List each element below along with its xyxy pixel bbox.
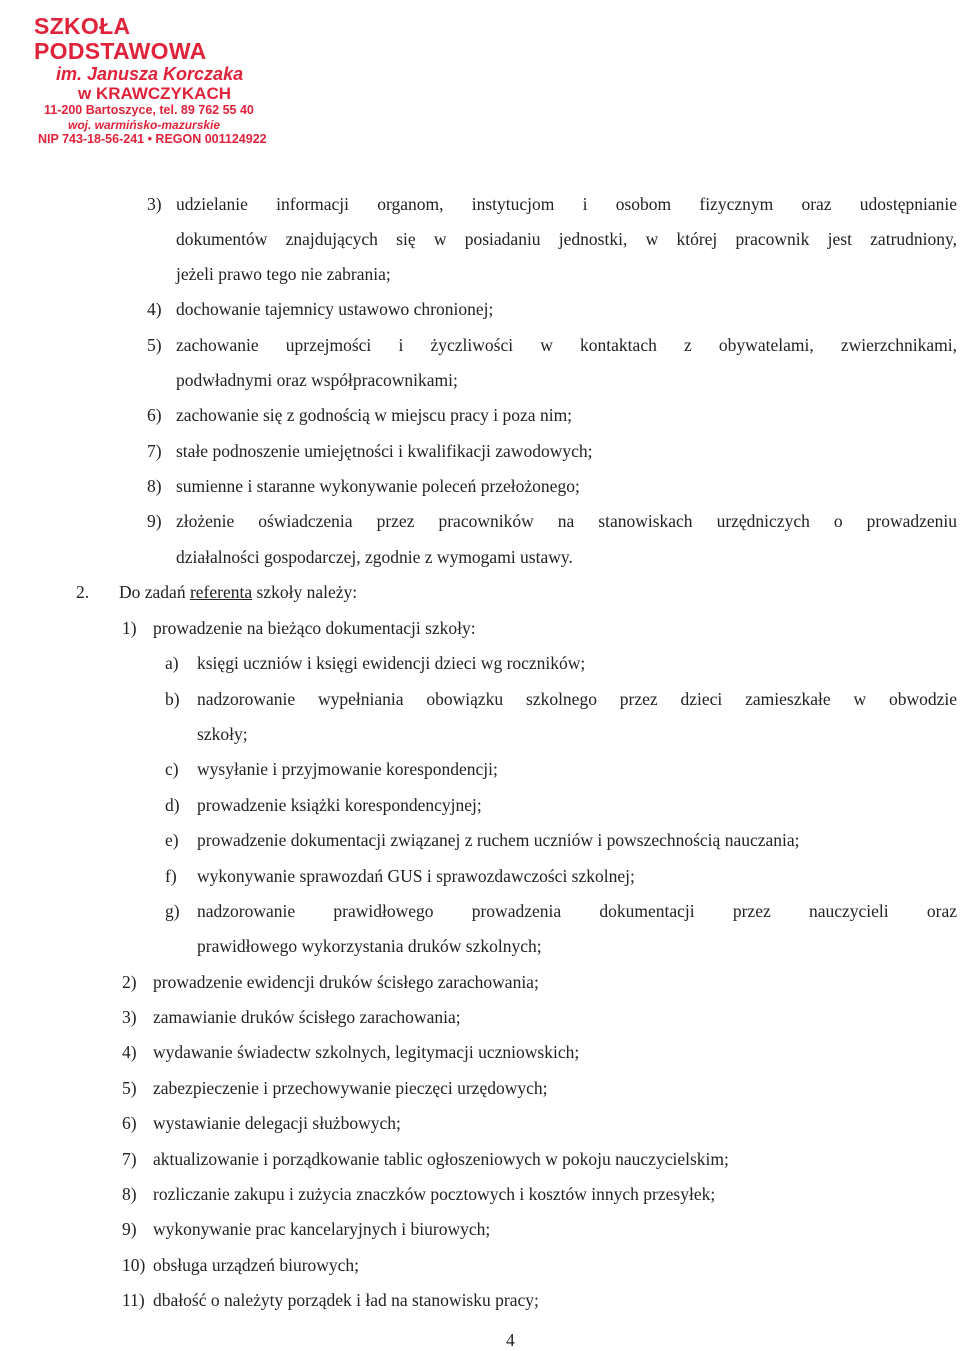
list-item-text: podwładnymi oraz współpracownikami; bbox=[176, 370, 458, 390]
list-item-number: 3) bbox=[122, 1007, 137, 1027]
list-item-number: 6) bbox=[147, 405, 162, 425]
list-item-number: 10) bbox=[122, 1255, 146, 1275]
stamp-line-5: woj. warmińsko-mazurskie bbox=[68, 118, 221, 132]
sub-item-text: prowadzenie książki korespondencyjnej; bbox=[197, 795, 482, 815]
list-item-number: 7) bbox=[122, 1149, 137, 1169]
sub-item-letter: d) bbox=[165, 795, 180, 815]
list-item-number: 3) bbox=[147, 194, 162, 214]
list-item-number: 6) bbox=[122, 1113, 137, 1133]
sub-item-letter: e) bbox=[165, 830, 179, 850]
list-item-text: dbałość o należyty porządek i ład na stanowisku pracy; bbox=[153, 1290, 539, 1310]
sub-item-text: nadzorowanie prawidłowego prowadzenia dokumentacji przez nauczycieli oraz bbox=[197, 901, 957, 921]
list-item-text: aktualizowanie i porządkowanie tablic ogłoszeniowych w pokoju nauczycielskim; bbox=[153, 1149, 729, 1169]
list-item-number: 8) bbox=[122, 1184, 137, 1204]
sub-item-text: wykonywanie sprawozdań GUS i sprawozdawczości szkolnej; bbox=[197, 866, 635, 886]
sub-item-letter: a) bbox=[165, 653, 179, 673]
list-item-text: rozliczanie zakupu i zużycia znaczków pocztowych i kosztów innych przesyłek; bbox=[153, 1184, 716, 1204]
stamp-line-6: NIP 743-18-56-241 • REGON 001124922 bbox=[38, 132, 267, 146]
list-item-number: 5) bbox=[122, 1078, 137, 1098]
sub-item-letter: c) bbox=[165, 759, 179, 779]
list-item-text: zamawianie druków ścisłego zarachowania; bbox=[153, 1007, 461, 1027]
list-item-text: dokumentów znajdujących się w posiadaniu jednostki, w której pracownik jest zatrudniony, bbox=[176, 229, 957, 249]
sub-item-text: nadzorowanie wypełniania obowiązku szkolnego przez dzieci zamieszkałe w obwodzie bbox=[197, 689, 957, 709]
stamp-line-2: im. Janusza Korczaka bbox=[56, 64, 244, 84]
list-item-number: 8) bbox=[147, 476, 162, 496]
list-item-text: jeżeli prawo tego nie zabrania; bbox=[176, 264, 391, 284]
list-item-number: 9) bbox=[122, 1219, 137, 1239]
sub-item-text: prawidłowego wykorzystania druków szkolnych; bbox=[197, 936, 542, 956]
stamp-line-1: SZKOŁA PODSTAWOWA bbox=[34, 13, 207, 64]
sub-item-letter: g) bbox=[165, 901, 180, 921]
list-item-number: 7) bbox=[147, 441, 162, 461]
stamp-line-4: 11-200 Bartoszyce, tel. 89 762 55 40 bbox=[44, 103, 254, 117]
list-item-text: wystawianie delegacji służbowych; bbox=[153, 1113, 401, 1133]
list-item-text: prowadzenie na bieżąco dokumentacji szkoły: bbox=[153, 618, 476, 638]
list-item-number: 9) bbox=[147, 511, 162, 531]
list-item-text: dochowanie tajemnicy ustawowo chronionej; bbox=[176, 299, 494, 319]
section-heading-underlined: referenta bbox=[189, 582, 253, 602]
list-item-number: 5) bbox=[147, 335, 162, 355]
list-item-number: 4) bbox=[147, 299, 162, 319]
sub-item-text: szkoły; bbox=[197, 724, 248, 744]
section-number: 2. bbox=[76, 582, 90, 602]
list-item-text: zachowanie się z godnością w miejscu pracy i poza nim; bbox=[176, 405, 573, 425]
list-item-text: wykonywanie prac kancelaryjnych i biurowych; bbox=[153, 1219, 491, 1239]
list-item-text: zabezpieczenie i przechowywanie pieczęci urzędowych; bbox=[153, 1078, 548, 1098]
list-item-text: udzielanie informacji organom, instytucjom i osobom fizycznym oraz udostępnianie bbox=[176, 194, 957, 214]
sub-item-text: księgi uczniów i księgi ewidencji dzieci wg roczników; bbox=[197, 653, 586, 673]
list-item-number: 2) bbox=[122, 972, 137, 992]
list-item-text: wydawanie świadectw szkolnych, legitymacji uczniowskich; bbox=[153, 1042, 580, 1062]
section-heading bbox=[119, 581, 357, 603]
list-item-number: 1) bbox=[122, 618, 137, 638]
list-item-text: złożenie oświadczenia przez pracowników na stanowiskach urzędniczych o prowadzeniu bbox=[176, 511, 957, 531]
sub-item-text: wysyłanie i przyjmowanie korespondencji; bbox=[197, 759, 498, 779]
list-item-text: obsługa urządzeń biurowych; bbox=[153, 1255, 360, 1275]
sub-item-letter: b) bbox=[165, 689, 180, 709]
stamp-line-3: w KRAWCZYKACH bbox=[78, 84, 231, 103]
page-number: 4 bbox=[506, 1330, 515, 1350]
list-item-number: 11) bbox=[122, 1290, 145, 1310]
sub-item-text: prowadzenie dokumentacji związanej z ruchem uczniów i powszechnością nauczania; bbox=[197, 830, 800, 850]
list-item-text: stałe podnoszenie umiejętności i kwalifikacji zawodowych; bbox=[176, 441, 593, 461]
school-stamp bbox=[34, 14, 304, 147]
list-item-text: działalności gospodarczej, zgodnie z wymogami ustawy. bbox=[176, 547, 573, 567]
section-heading-pre: Do zadań bbox=[119, 582, 186, 602]
list-item-text: sumienne i staranne wykonywanie poleceń przełożonego; bbox=[176, 476, 580, 496]
section-heading-post: szkoły należy: bbox=[256, 582, 358, 602]
list-item-text: zachowanie uprzejmości i życzliwości w kontaktach z obywatelami, zwierzchnikami, bbox=[176, 335, 957, 355]
list-item-text: prowadzenie ewidencji druków ścisłego zarachowania; bbox=[153, 972, 539, 992]
sub-item-letter: f) bbox=[165, 866, 177, 886]
list-item-number: 4) bbox=[122, 1042, 137, 1062]
